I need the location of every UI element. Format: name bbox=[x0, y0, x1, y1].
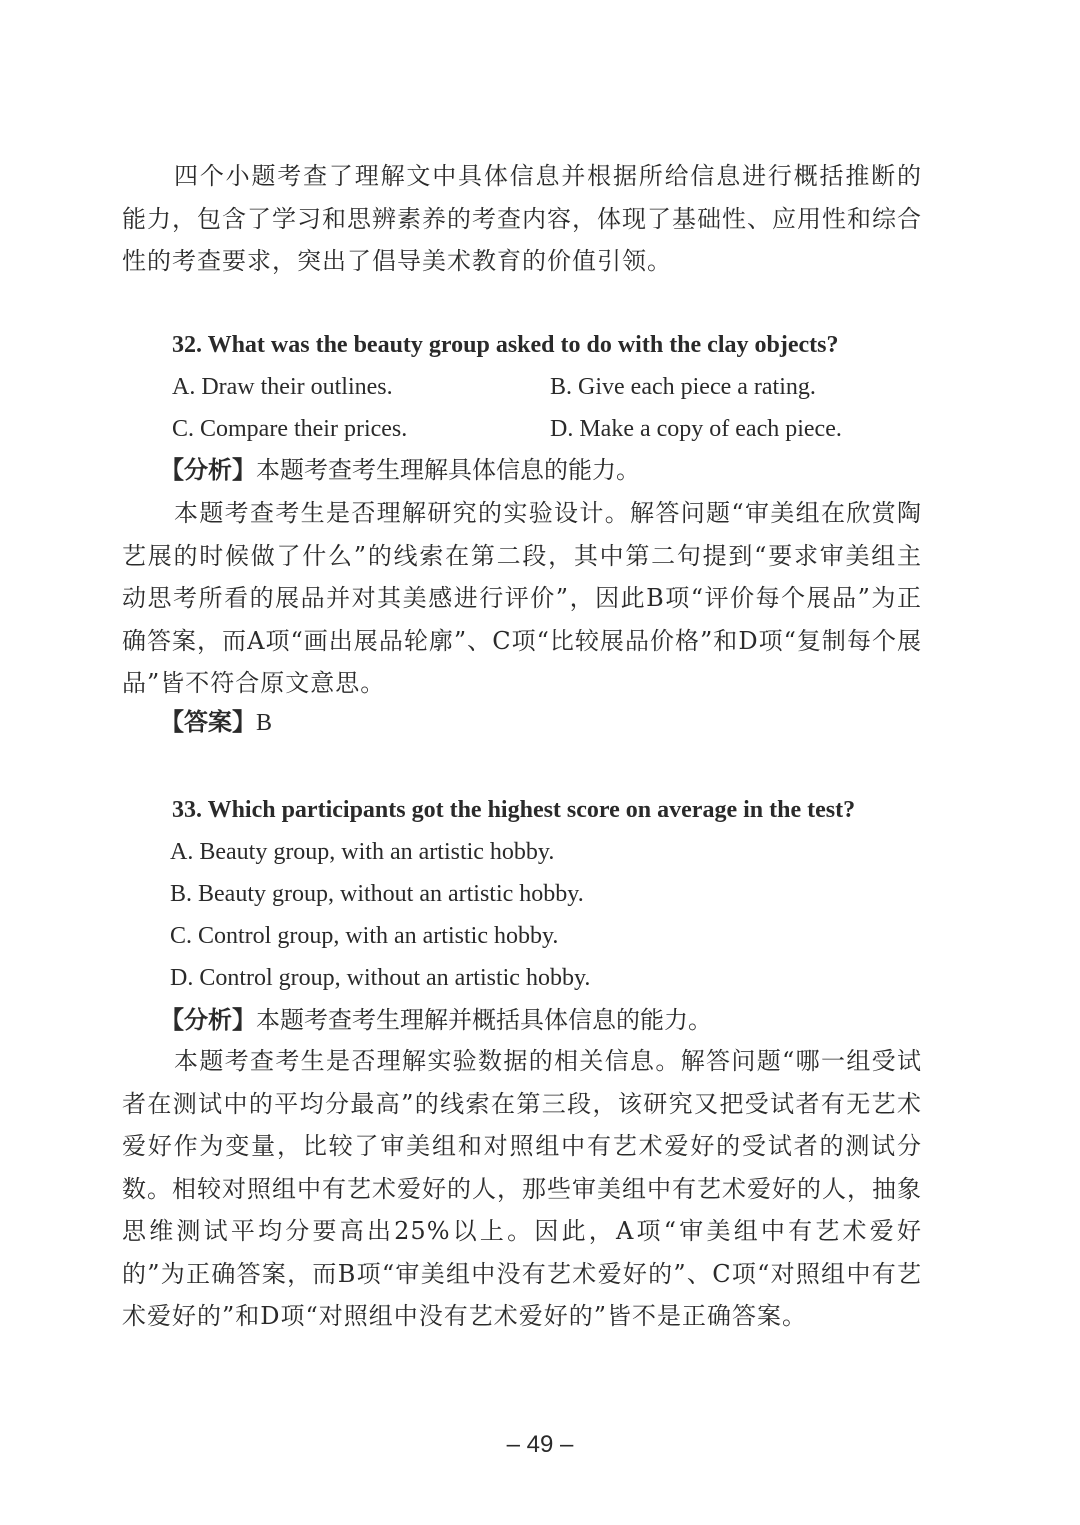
answer-value: B bbox=[256, 710, 273, 736]
question-33-analysis-line bbox=[160, 1005, 712, 1035]
question-33-option-d: D. Control group, without an artistic hobby. bbox=[170, 965, 591, 991]
question-32-option-a: A. Draw their outlines. bbox=[172, 374, 393, 400]
question-33-analysis-body: 本题考查考生是否理解实验数据的相关信息。解答问题“哪一组受试者在测试中的平均分最高”的线索在第三段，该研究又把受试者有无艺术爱好作为变量，比较了审美组和对照组中有艺术爱好的受试者的测试分数。相较对照组中有艺术爱好的人，那些审美组中有艺术爱好的人，抽象思维测试平均分要高出25%以上。因此，A项“审美组中有艺术爱好的”为正确答案，而B项“审美组中没有艺术爱好的”、C项“对照组中有艺术爱好的”和D项“对照组中没有艺术爱好的”皆不是正确答案。 bbox=[122, 1047, 922, 1330]
intro-paragraph: 四个小题考查了理解文中具体信息并根据所给信息进行概括推断的能力，包含了学习和思辨素养的考查内容，体现了基础性、应用性和综合性的考查要求，突出了倡导美术教育的价值引领。 bbox=[122, 162, 922, 275]
analysis-summary: 本题考查考生理解具体信息的能力。 bbox=[256, 456, 640, 484]
analysis-tag: 【分析】 bbox=[160, 1006, 256, 1034]
analysis-tag: 【分析】 bbox=[160, 456, 256, 484]
analysis-summary: 本题考查考生理解并概括具体信息的能力。 bbox=[256, 1006, 712, 1034]
question-33-option-a: A. Beauty group, with an artistic hobby. bbox=[170, 839, 555, 865]
question-33-option-b: B. Beauty group, without an artistic hobby. bbox=[170, 881, 584, 907]
question-32-title: 32. What was the beauty group asked to do with the clay objects? bbox=[172, 332, 839, 358]
question-32-option-c: C. Compare their prices. bbox=[172, 416, 408, 442]
question-32-answer-line bbox=[160, 707, 272, 738]
question-33-title: 33. Which participants got the highest score on average in the test? bbox=[172, 797, 856, 823]
answer-tag: 【答案】 bbox=[160, 708, 256, 736]
question-32-option-d: D. Make a copy of each piece. bbox=[550, 416, 842, 442]
question-33-option-c: C. Control group, with an artistic hobby. bbox=[170, 923, 559, 949]
question-32-analysis-line bbox=[160, 455, 640, 485]
page-number: – 49 – bbox=[506, 1431, 574, 1458]
question-32-option-b: B. Give each piece a rating. bbox=[550, 374, 816, 400]
question-32-analysis-body: 本题考查考生是否理解研究的实验设计。解答问题“审美组在欣赏陶艺展的时候做了什么”的线索在第二段，其中第二句提到“要求审美组主动思考所看的展品并对其美感进行评价”，因此B项“评价每个展品”为正确答案，而A项“画出展品轮廓”、C项“比较展品价格”和D项“复制每个展品”皆不符合原文意思。 bbox=[122, 499, 922, 697]
